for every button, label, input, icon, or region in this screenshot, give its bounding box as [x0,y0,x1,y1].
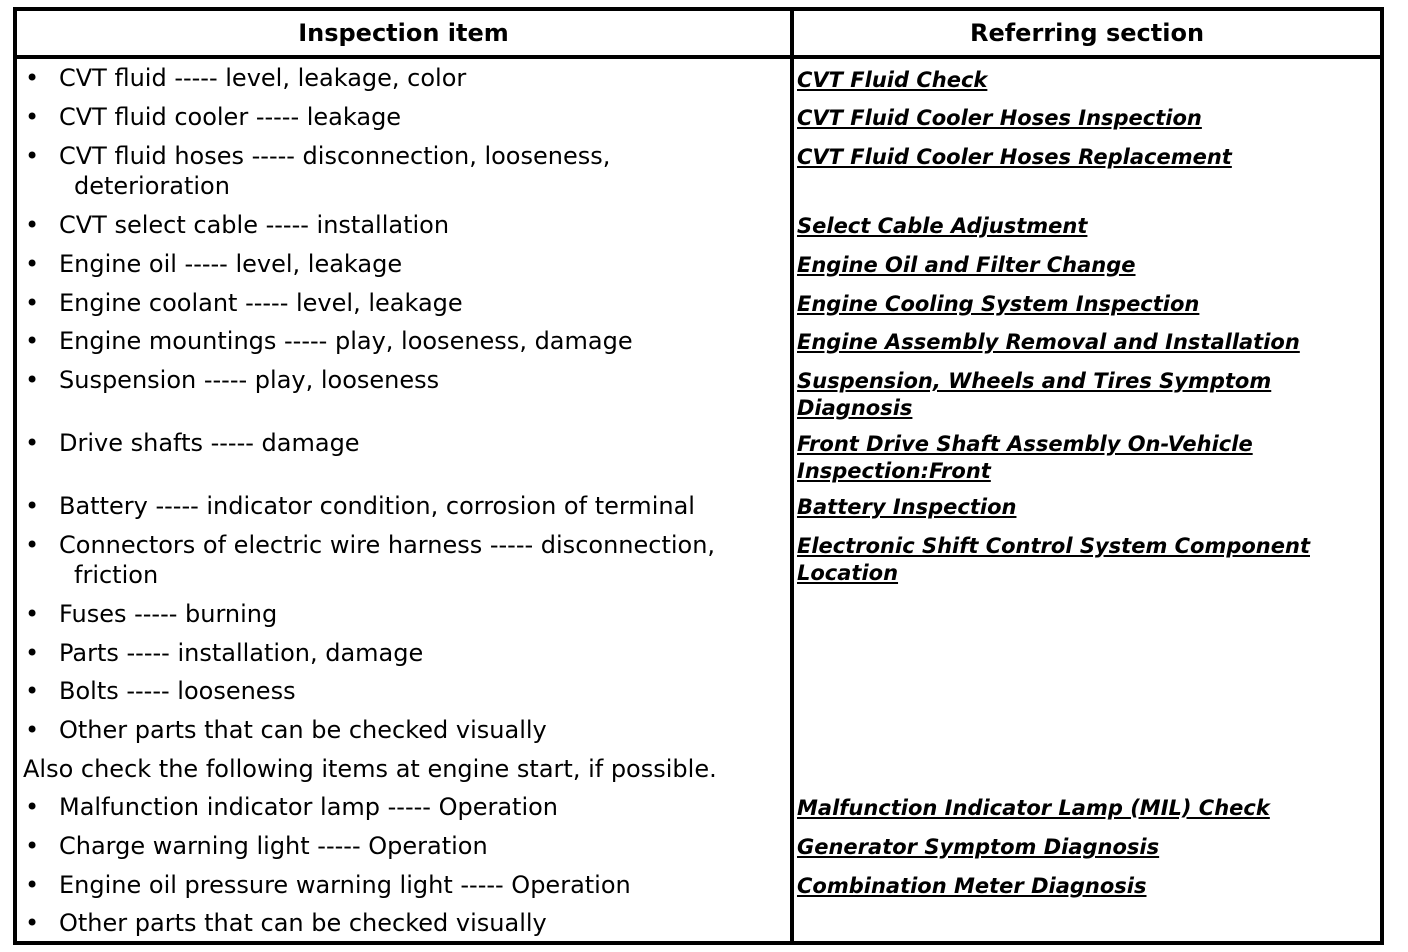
ref-link-electronic-shift-control[interactable]: Electronic Shift Control System Component Location [797,534,1310,585]
list-item: • Charge warning light ----- Operation [25,832,488,860]
list-item: • Drive shafts ----- damage [25,429,360,457]
header-divider [17,55,1380,59]
bullet-icon: • [25,639,40,667]
bullet-icon: • [25,832,40,860]
list-item: • Parts ----- installation, damage [25,639,424,667]
ref-link-engine-oil-filter-change[interactable]: Engine Oil and Filter Change [797,253,1136,277]
header-inspection-item: Inspection item [298,19,509,47]
bullet-icon: • [25,531,40,559]
ref-link-suspension-diagnosis[interactable]: Suspension, Wheels and Tires Symptom Diagnosis [797,369,1272,420]
bullet-icon: • [25,64,40,92]
ref-link-select-cable-adjustment[interactable]: Select Cable Adjustment [797,214,1088,238]
ref-link-combination-meter-diagnosis[interactable]: Combination Meter Diagnosis [797,874,1147,898]
list-item: • CVT fluid hoses ----- disconnection, looseness, deterioration [25,142,611,200]
bullet-icon: • [25,327,40,355]
list-item: • CVT fluid ----- level, leakage, color [25,64,467,92]
list-item: • Fuses ----- burning [25,600,278,628]
list-item: • Engine oil pressure warning light ----- Operation [25,871,631,899]
list-item: • Engine coolant ----- level, leakage [25,289,463,317]
ref-link-mil-check[interactable]: Malfunction Indicator Lamp (MIL) Check [797,796,1270,820]
ref-link-engine-cooling-inspection[interactable]: Engine Cooling System Inspection [797,292,1200,316]
inspection-table [13,7,1384,945]
list-item: • Battery ----- indicator condition, corrosion of terminal [25,492,695,520]
ref-link-battery-inspection[interactable]: Battery Inspection [797,495,1017,519]
bullet-icon: • [25,909,40,937]
bullet-icon: • [25,677,40,705]
bullet-icon: • [25,492,40,520]
ref-link-cvt-fluid-check[interactable]: CVT Fluid Check [797,68,988,92]
list-item: • Engine oil ----- level, leakage [25,250,403,278]
bullet-icon: • [25,250,40,278]
bullet-icon: • [25,600,40,628]
column-divider [790,11,794,941]
list-item: • Malfunction indicator lamp ----- Operation [25,793,559,821]
list-item: • Bolts ----- looseness [25,677,296,705]
ref-link-drive-shaft-inspection[interactable]: Front Drive Shaft Assembly On-Vehicle Inspection:Front [797,432,1253,483]
list-item: • Engine mountings ----- play, looseness, damage [25,327,633,355]
bullet-icon: • [25,871,40,899]
engine-start-note: Also check the following items at engine start, if possible. [23,755,717,783]
bullet-icon: • [25,429,40,457]
list-item: • CVT select cable ----- installation [25,211,450,239]
bullet-icon: • [25,142,40,170]
bullet-icon: • [25,103,40,131]
list-item: • Connectors of electric wire harness ----- disconnection, friction [25,531,716,589]
list-item: • Other parts that can be checked visually [25,909,547,937]
bullet-icon: • [25,366,40,394]
ref-link-cvt-fluid-cooler-hoses-replacement[interactable]: CVT Fluid Cooler Hoses Replacement [797,145,1232,169]
bullet-icon: • [25,793,40,821]
ref-link-generator-diagnosis[interactable]: Generator Symptom Diagnosis [797,835,1160,859]
bullet-icon: • [25,289,40,317]
ref-link-engine-assembly[interactable]: Engine Assembly Removal and Installation [797,330,1300,354]
list-item: • Suspension ----- play, looseness [25,366,440,394]
bullet-icon: • [25,716,40,744]
ref-link-cvt-fluid-cooler-hoses-inspection[interactable]: CVT Fluid Cooler Hoses Inspection [797,106,1202,130]
list-item: • CVT fluid cooler ----- leakage [25,103,402,131]
bullet-icon: • [25,211,40,239]
list-item: • Other parts that can be checked visually [25,716,547,744]
header-referring-section: Referring section [969,19,1205,47]
